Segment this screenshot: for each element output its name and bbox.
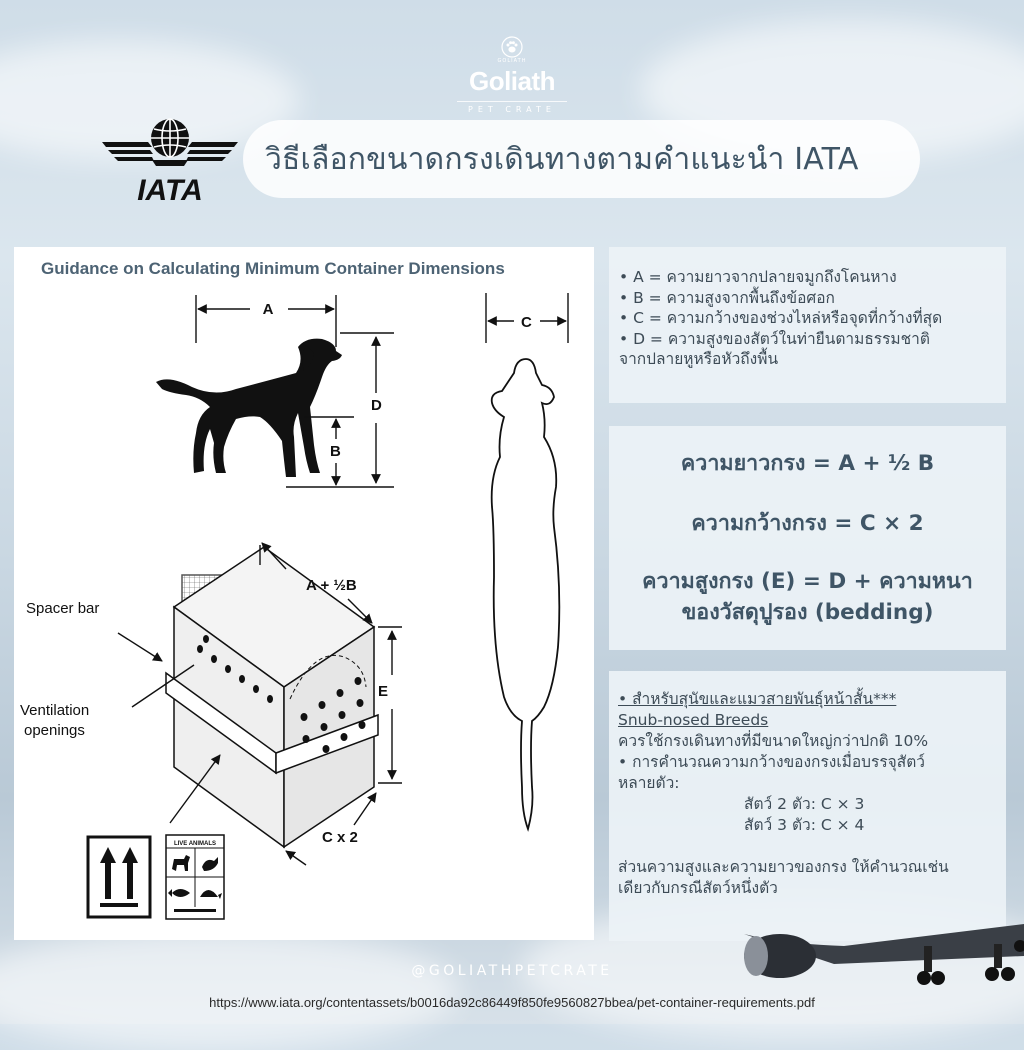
- brand-name: Goliath: [468, 66, 556, 96]
- label-a: A: [262, 301, 274, 318]
- title-banner: [243, 120, 920, 198]
- note-multi-pet-continued: หลายตัว:: [618, 774, 680, 792]
- source-url[interactable]: https://www.iata.org/contentassets/b0016da92c86449f850fe9560827bbea/pet-container-requirements.pdf: [209, 995, 815, 1010]
- page-title: วิธีเลือกขนาดกรงเดินทางตามคำแนะนำ IATA: [265, 141, 859, 177]
- label-c: C: [521, 314, 532, 331]
- note-snub-nosed-english: Snub-nosed Breeds: [618, 711, 769, 729]
- this-way-up-icon: [88, 837, 150, 917]
- definition-d-continued: จากปลายหูหรือหัวถึงพื้น: [619, 350, 779, 368]
- label-openings: openings: [24, 722, 85, 739]
- note-multi-pet: • การคำนวณความกว้างของกรงเมื่อบรรจุสัตว์: [618, 753, 925, 771]
- label-e: E: [378, 683, 389, 700]
- paw-caption: GOLIATH: [497, 58, 527, 64]
- note-snub-nosed-size: ควรใช้กรงเดินทางที่มีขนาดใหญ่กว่าปกติ 10%: [618, 732, 929, 750]
- live-animals-text: LIVE ANIMALS: [173, 841, 217, 847]
- brand-divider: [457, 101, 567, 102]
- note-snub-nosed: • สำหรับสุนัขและแมวสายพันธุ์หน้าสั้น***: [618, 690, 897, 708]
- paw-icon: [501, 36, 523, 58]
- formula-height: ความสูงกรง (E) = D + ความหนา: [642, 569, 973, 594]
- diagram-heading: Guidance on Calculating Minimum Container Dimensions: [41, 259, 505, 278]
- definition-d: • D = ความสูงของสัตว์ในท่ายืนตามธรรมชาติ: [619, 329, 930, 348]
- note-two-pets: สัตว์ 2 ตัว: C × 3: [744, 795, 865, 813]
- note-height-length-continued: เดียวกับกรณีสัตว์หนึ่งตัว: [618, 879, 778, 897]
- brand-subtitle: PET CRATE: [468, 105, 556, 114]
- social-handle: @GOLIATHPETCRATE: [411, 963, 613, 979]
- background-cloud: [0, 930, 460, 1050]
- formula-box: [609, 426, 1006, 650]
- note-three-pets: สัตว์ 3 ตัว: C × 4: [744, 816, 865, 834]
- definitions-box: [609, 247, 1006, 403]
- label-b: B: [330, 443, 341, 460]
- formula-width: ความกว้างกรง = C × 2: [691, 511, 924, 536]
- definition-c: • C = ความกว้างของช่วงไหล่หรือจุดที่กว้างที่สุด: [619, 309, 943, 327]
- definition-b: • B = ความสูงจากพื้นถึงข้อศอก: [619, 288, 835, 307]
- iata-logo-text: IATA: [137, 174, 203, 206]
- label-spacer-bar: Spacer bar: [26, 600, 100, 617]
- formula-length: ความยาวกรง = A + ½ B: [680, 451, 935, 476]
- goliath-logo: [452, 36, 572, 114]
- definition-a: • A = ความยาวจากปลายจมูกถึงโคนหาง: [619, 268, 897, 286]
- label-c-x2: C x 2: [322, 829, 358, 846]
- diagram-panel: [14, 247, 594, 940]
- note-height-length: ส่วนความสูงและความยาวของกรง ให้คำนวณเช่น: [618, 858, 949, 876]
- formula-height-continued: ของวัสดุปูรอง (bedding): [681, 600, 934, 625]
- dog-silhouette: [156, 339, 342, 477]
- label-ventilation: Ventilation: [20, 702, 90, 719]
- label-a-half-b: A + ½B: [306, 577, 357, 594]
- iata-logo: [100, 116, 240, 206]
- live-animals-icon: [166, 835, 224, 919]
- dog-top-view-outline: [492, 359, 560, 829]
- label-d: D: [371, 397, 382, 414]
- container-diagram: [14, 247, 594, 940]
